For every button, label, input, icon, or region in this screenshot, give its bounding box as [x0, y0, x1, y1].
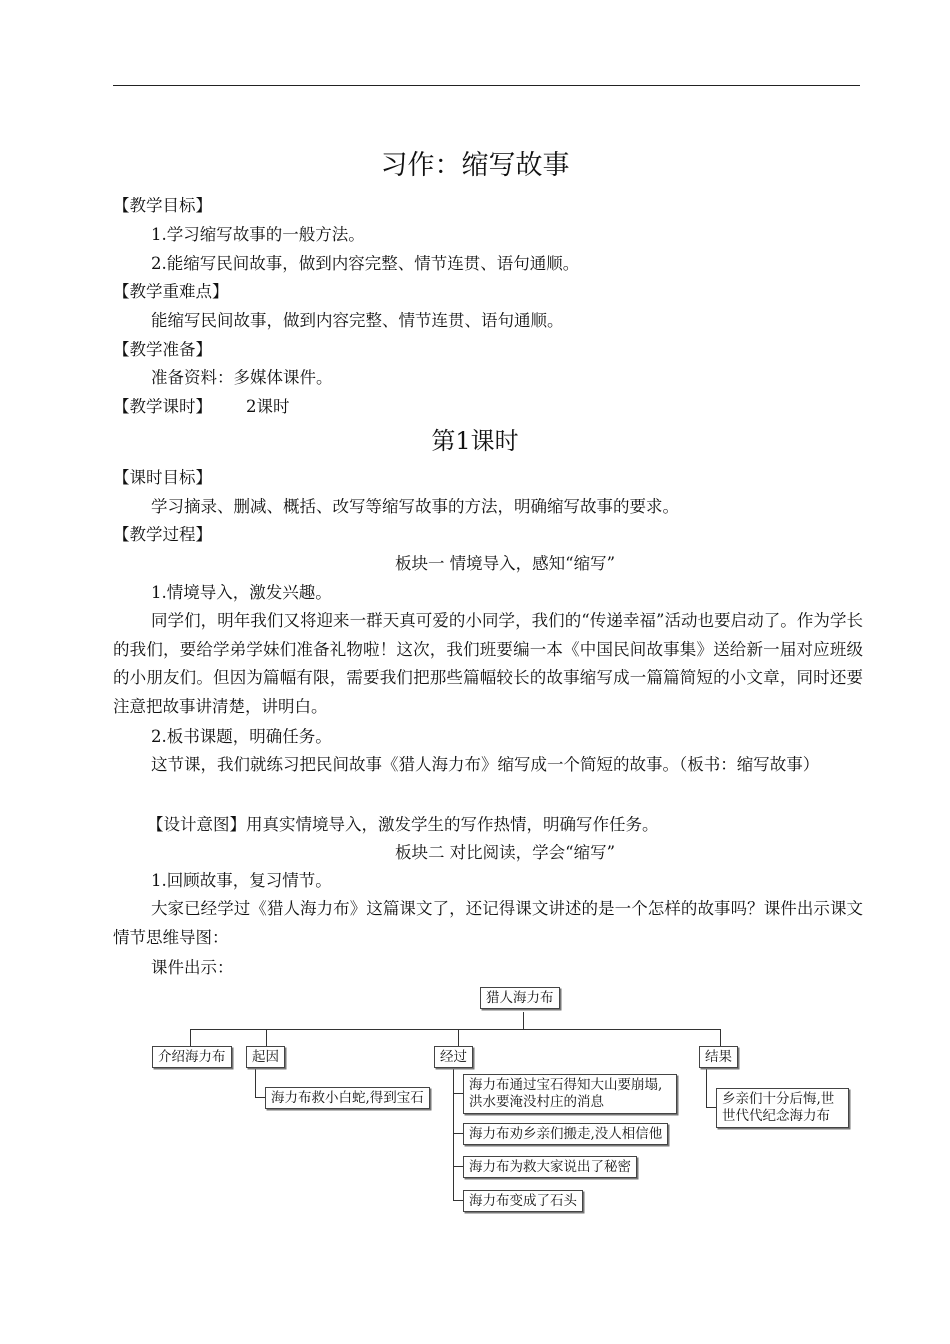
- preparation-heading: 【教学准备】: [113, 340, 212, 359]
- page-title: 习作：缩写故事: [380, 150, 570, 181]
- root-connector: [523, 1012, 524, 1029]
- paragraph-3: 大家已经学过《猎人海力布》这篇课文了，还记得课文讲述的是一个怎样的故事吗？课件出示课文情节思维导图：: [113, 899, 863, 947]
- result-trunk: [706, 1068, 707, 1108]
- cause-connector: [266, 1029, 267, 1046]
- lesson-title: 第1课时: [431, 427, 519, 455]
- block1-title: 板块一 情境导入，感知“缩写”: [394, 554, 616, 573]
- process-connector: [458, 1029, 459, 1046]
- branch-bar: [190, 1029, 721, 1030]
- lesson-objectives-heading: 【课时目标】: [113, 468, 212, 487]
- result-detail: 乡亲们十分后悔,世世代代纪念海力布: [716, 1088, 849, 1128]
- periods-value: 2课时: [246, 397, 290, 416]
- process-detail-4: 海力布变成了石头: [463, 1190, 583, 1212]
- paragraph-2: 这节课，我们就练习把民间故事《猎人海力布》缩写成一个简短的故事。（板书：缩写故事）: [151, 755, 820, 774]
- show-label: 课件出示：: [151, 958, 234, 977]
- process-branch-1: [453, 1093, 463, 1094]
- process-trunk: [453, 1068, 454, 1201]
- periods-heading: 【教学课时】: [113, 397, 212, 416]
- preparation-text: 准备资料：多媒体课件。: [151, 368, 333, 387]
- result-connector: [720, 1029, 721, 1046]
- branch-intro: 介绍海力布: [152, 1046, 232, 1068]
- paragraph-1: 同学们，明年我们又将迎来一群天真可爱的小同学，我们的“传递幸福”活动也要启动了。作为学长的我们，要给学弟学妹们准备礼物啦！这次，我们班要编一本《中国民间故事集》送给新一届对应班级的小朋友们。但因为篇幅有限，需要我们把那些篇幅较长的故事缩写成一篇篇简短的小文章，同时还要注意把故事讲清楚，讲明白。: [113, 611, 863, 716]
- intro-connector: [190, 1029, 191, 1046]
- branch-process: 经过: [434, 1046, 473, 1068]
- objective-item-1: 1.学习缩写故事的一般方法。: [151, 225, 365, 244]
- step2: 2.板书课题，明确任务。: [151, 727, 332, 746]
- branch-cause: 起因: [246, 1046, 285, 1068]
- cause-detail-branch: [255, 1097, 265, 1098]
- design-intent: 【设计意图】用真实情境导入，激发学生的写作热情，明确写作任务。: [147, 815, 659, 834]
- objective-item-2: 2.能缩写民间故事，做到内容完整、情节连贯、语句通顺。: [151, 254, 580, 273]
- header-rule: [113, 85, 860, 86]
- key-points-heading: 【教学重难点】: [113, 282, 229, 301]
- process-detail-2: 海力布劝乡亲们搬走,没人相信他: [463, 1123, 668, 1145]
- lesson-objectives-text: 学习摘录、删减、概括、改写等缩写故事的方法，明确缩写故事的要求。: [151, 497, 679, 516]
- process-heading: 【教学过程】: [113, 525, 212, 544]
- step1: 1.情境导入，激发兴趣。: [151, 583, 332, 602]
- process-branch-4: [453, 1200, 463, 1201]
- block2-title: 板块二 对比阅读，学会“缩写”: [394, 843, 616, 862]
- process-detail-1: 海力布通过宝石得知大山要崩塌,洪水要淹没村庄的消息: [463, 1074, 677, 1114]
- cause-detail-trunk: [255, 1068, 256, 1098]
- process-branch-2: [453, 1133, 463, 1134]
- objectives-heading: 【教学目标】: [113, 196, 212, 215]
- process-branch-3: [453, 1166, 463, 1167]
- result-branch: [706, 1107, 716, 1108]
- branch-result: 结果: [699, 1046, 738, 1068]
- mindmap-root: 猎人海力布: [480, 987, 560, 1009]
- key-points-text: 能缩写民间故事，做到内容完整、情节连贯、语句通顺。: [151, 311, 564, 330]
- cause-detail: 海力布救小白蛇,得到宝石: [265, 1087, 430, 1109]
- step3: 1.回顾故事，复习情节。: [151, 871, 332, 890]
- process-detail-3: 海力布为救大家说出了秘密: [463, 1156, 637, 1178]
